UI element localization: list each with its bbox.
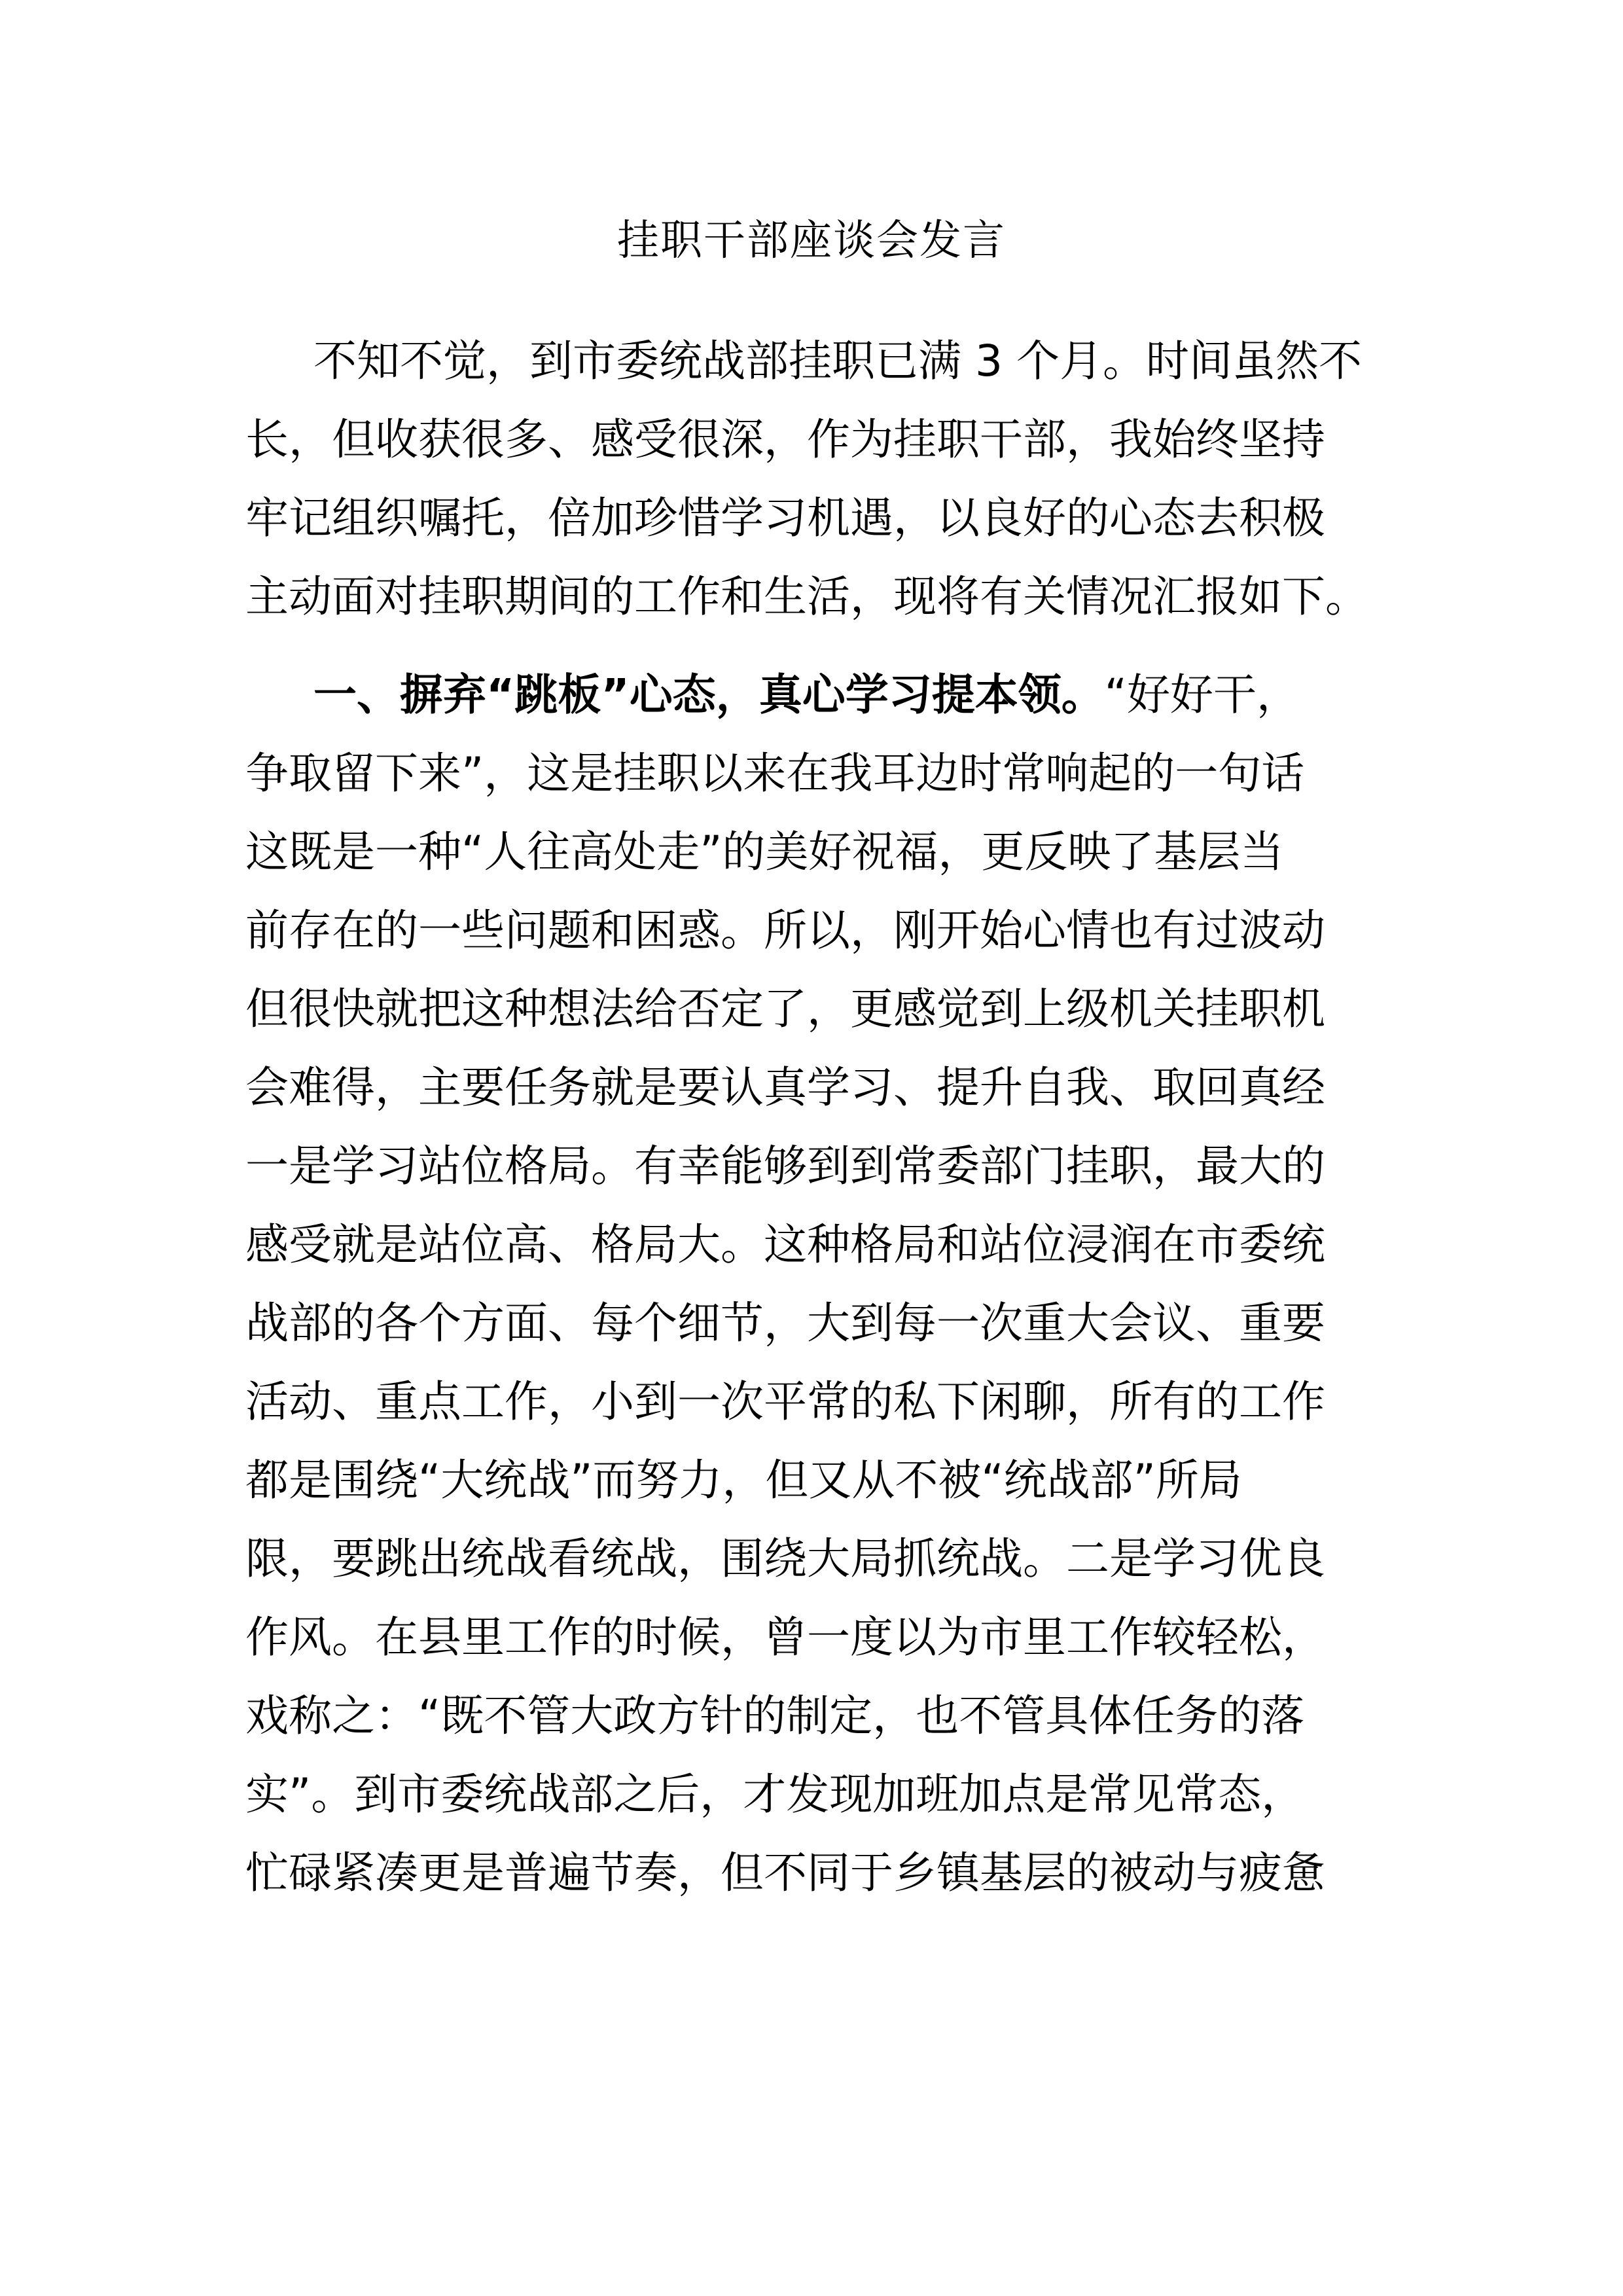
paragraph-line: 这既是一种“人往高处走”的美好祝福，更反映了基层当 [245,827,1284,877]
paragraph-line: 前存在的一些问题和困惑。所以，刚开始心情也有过波动 [245,905,1325,956]
paragraph-line: 不知不觉，到市委统战部挂职已满 3 个月。时间虽然不 [313,336,1362,386]
paragraph-line: 忙碌紧凑更是普遍节奏，但不同于乡镇基层的被动与疲惫 [245,1848,1325,1898]
section-heading-line [245,656,1384,734]
paragraph-line: 限，要跳出统战看统战，围绕大局抓统战。二是学习优良 [245,1534,1325,1584]
document-title: 挂职干部座谈会发言 [617,217,1006,265]
paragraph-line: 争取留下来”，这是挂职以来在我耳边时常响起的一句话 [245,748,1305,798]
paragraph-line: 感受就是站位高、格局大。这种格局和站位浸润在市委统 [245,1219,1325,1270]
paragraph-line: 戏称之：“既不管大政方针的制定，也不管具体任务的落 [245,1691,1305,1741]
paragraph-line: 作风。在县里工作的时候，曾一度以为市里工作较轻松， [245,1612,1325,1662]
section-lead-text: “好好干， [1104,670,1300,720]
section-heading: 一、摒弃“跳板”心态，真心学习提本领。 [313,670,1105,720]
paragraph-line: 主动面对挂职期间的工作和生活，现将有关情况汇报如下。 [245,571,1368,622]
paragraph-line: 但很快就把这种想法给否定了，更感觉到上级机关挂职机 [245,984,1325,1034]
paragraph-line: 牢记组织嘱托，倍加珍惜学习机遇，以良好的心态去积极 [245,493,1325,543]
paragraph-line: 实”。到市委统战部之后，才发现加班加点是常见常态， [245,1769,1305,1820]
paragraph-line: 长，但收获很多、感受很深，作为挂职干部，我始终坚持 [245,414,1325,465]
paragraph-line: 战部的各个方面、每个细节，大到每一次重大会议、重要 [245,1298,1325,1348]
paragraph-line: 都是围绕“大统战”而努力，但又从不被“统战部”所局 [245,1455,1242,1505]
paragraph-line: 活动、重点工作，小到一次平常的私下闲聊，所有的工作 [245,1376,1325,1427]
paragraph-line: 一是学习站位格局。有幸能够到到常委部门挂职，最大的 [245,1141,1325,1191]
paragraph-line: 会难得，主要任务就是要认真学习、提升自我、取回真经 [245,1062,1325,1113]
